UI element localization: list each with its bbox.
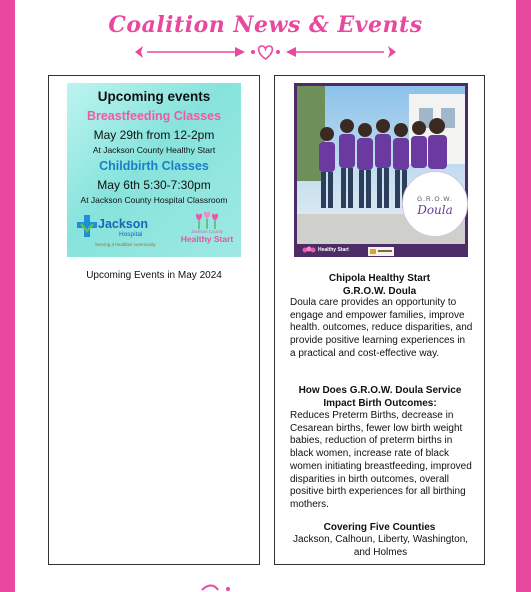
childbirth-class-title: Childbirth Classes xyxy=(99,159,209,173)
counties-text: Jackson, Calhoun, Liberty, Washington, and Holmes xyxy=(292,534,469,558)
healthy-start-footer-logo: Healthy Start xyxy=(318,247,349,253)
counties-heading: Covering Five Counties xyxy=(323,522,436,533)
badge-script-text: Doula xyxy=(417,203,453,217)
healthy-start-logo-line2: Healthy Start xyxy=(180,234,234,244)
next-section-ornament xyxy=(200,584,240,592)
badge-small-text: G.R.O.W. xyxy=(417,196,453,203)
flyer-heading: Upcoming events xyxy=(97,89,211,104)
photo-footer-logos xyxy=(298,245,468,257)
decorative-divider xyxy=(133,40,398,64)
doula-card xyxy=(274,75,485,565)
grow-doula-badge xyxy=(402,171,468,237)
hospital-cross-icon xyxy=(77,215,97,237)
jackson-logo-sub: Hospital xyxy=(119,231,143,238)
jackson-logo-name: Jackson xyxy=(98,217,149,231)
events-flyer-image[interactable] xyxy=(67,83,241,257)
events-caption: Upcoming Events in May 2024 xyxy=(86,270,222,281)
jackson-logo-tagline: Serving a healthier community xyxy=(95,242,156,247)
doula-team-photo[interactable] xyxy=(294,83,468,257)
doula-intro-text: Doula care provides an opportunity to engage and empower families, improve health. outcomes, reduce disparities, and provide positive learning experiences in a practical and cost-effective way. xyxy=(290,297,473,359)
jackson-healthy-start-logo xyxy=(179,211,235,244)
childbirth-class-location: At Jackson County Hospital Classroom xyxy=(80,195,228,205)
breastfeeding-class-date: May 29th from 12-2pm xyxy=(93,128,215,142)
org-name: Chipola Healthy Start xyxy=(328,273,431,284)
events-card xyxy=(48,75,260,565)
section-title: Coalition News & Events xyxy=(108,12,423,38)
childbirth-class-date: May 6th 5:30-7:30pm xyxy=(97,178,211,192)
partner-logo-icon xyxy=(368,247,394,256)
breastfeeding-class-title: Breastfeeding Classes xyxy=(86,109,222,123)
breastfeeding-class-location: At Jackson County Healthy Start xyxy=(92,145,216,155)
tulip-logo-icon xyxy=(302,246,316,256)
tulips-icon xyxy=(191,211,223,229)
healthy-start-logo-line1: Jackson County xyxy=(190,229,224,234)
program-name: G.R.O.W. Doula xyxy=(342,286,417,297)
newsletter-page xyxy=(15,0,516,592)
flyer-logos xyxy=(67,211,241,251)
impact-text: Reduces Preterm Births, decrease in Cesarean births, fewer low birth weight babies, reduction of preterm births in black women, increase rate of black women initiating breastfeeding, improved disparities in birth outcomes, overall positive birth experiences for all birthing mothers. xyxy=(290,410,472,510)
impact-heading: How Does G.R.O.W. Doula Service Impact Birth Outcomes: xyxy=(298,385,462,409)
